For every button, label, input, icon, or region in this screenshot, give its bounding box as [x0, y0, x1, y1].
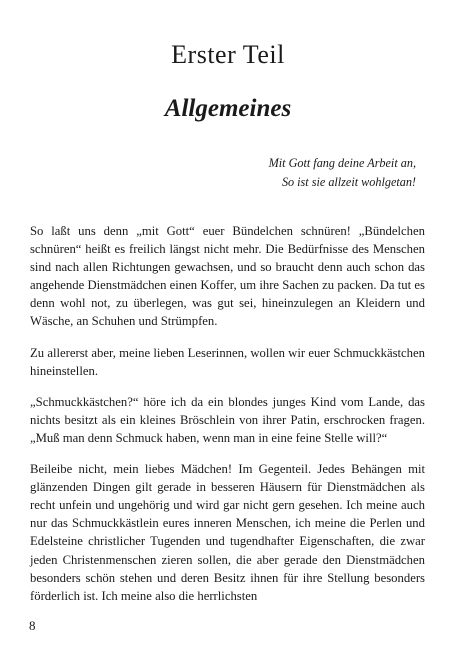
paragraph: Zu allererst aber, meine lieben Leserinnen, wollen wir euer Schmuckkästchen hineinstellen.: [30, 345, 425, 378]
motto-line-2: So ist sie allzeit wohlgetan!: [281, 175, 416, 189]
motto: [116, 154, 416, 192]
chapter-title: Allgemeines: [164, 95, 292, 122]
paragraph: Beileibe nicht, mein liebes Mädchen! Im Gegenteil. Jedes Behängen mit glänzenden Dingen gilt gerade in besseren Häusern für Dienstmädchen als recht unfein und ungehörig und wird gar nicht gern gesehen. Ich meine auch nur das Schmuckkästlein eures inneren Menschen, ich meine die Perlen und Edelsteine christlicher Tugenden und tugendhafter Eigenschaften, die zwar jeden Christenmenschen zieren sollen, die aber gerade den Dienstmädchen besonders schön stehen und deren Besitz ihnen für ihre Stellung besonders förderlich ist. Ich meine also die herrlichsten: [30, 462, 425, 603]
part-title: Erster Teil: [171, 40, 285, 69]
page-number: 8: [29, 618, 36, 633]
paragraph: So laßt uns denn „mit Gott“ euer Bündelchen schnüren! „Bündelchen schnüren“ heißt es freilich längst nicht mehr. Die Bedürfnisse des Menschen sind nach allen Richtungen gewachsen, und so braucht denn auch schon das angehende Dienstmädchen einen Koffer, um ihre Sachen zu packen. Da tut es denn wohl not, zu überlegen, was gut sei, hineinzulegen an Kleidern und Wäsche, an Schuhen und Strümpfen.: [30, 224, 425, 329]
body-text: [30, 222, 425, 618]
motto-line-1: Mit Gott fang deine Arbeit an,: [268, 156, 416, 170]
paragraph: „Schmuckkästchen?“ höre ich da ein blondes junges Kind vom Lande, das nichts besitzt als ein kleines Bröschlein von ihrer Patin, erschrocken fragen. „Muß man denn Schmuck haben, wenn man in eine feine Stelle will?“: [30, 394, 425, 445]
